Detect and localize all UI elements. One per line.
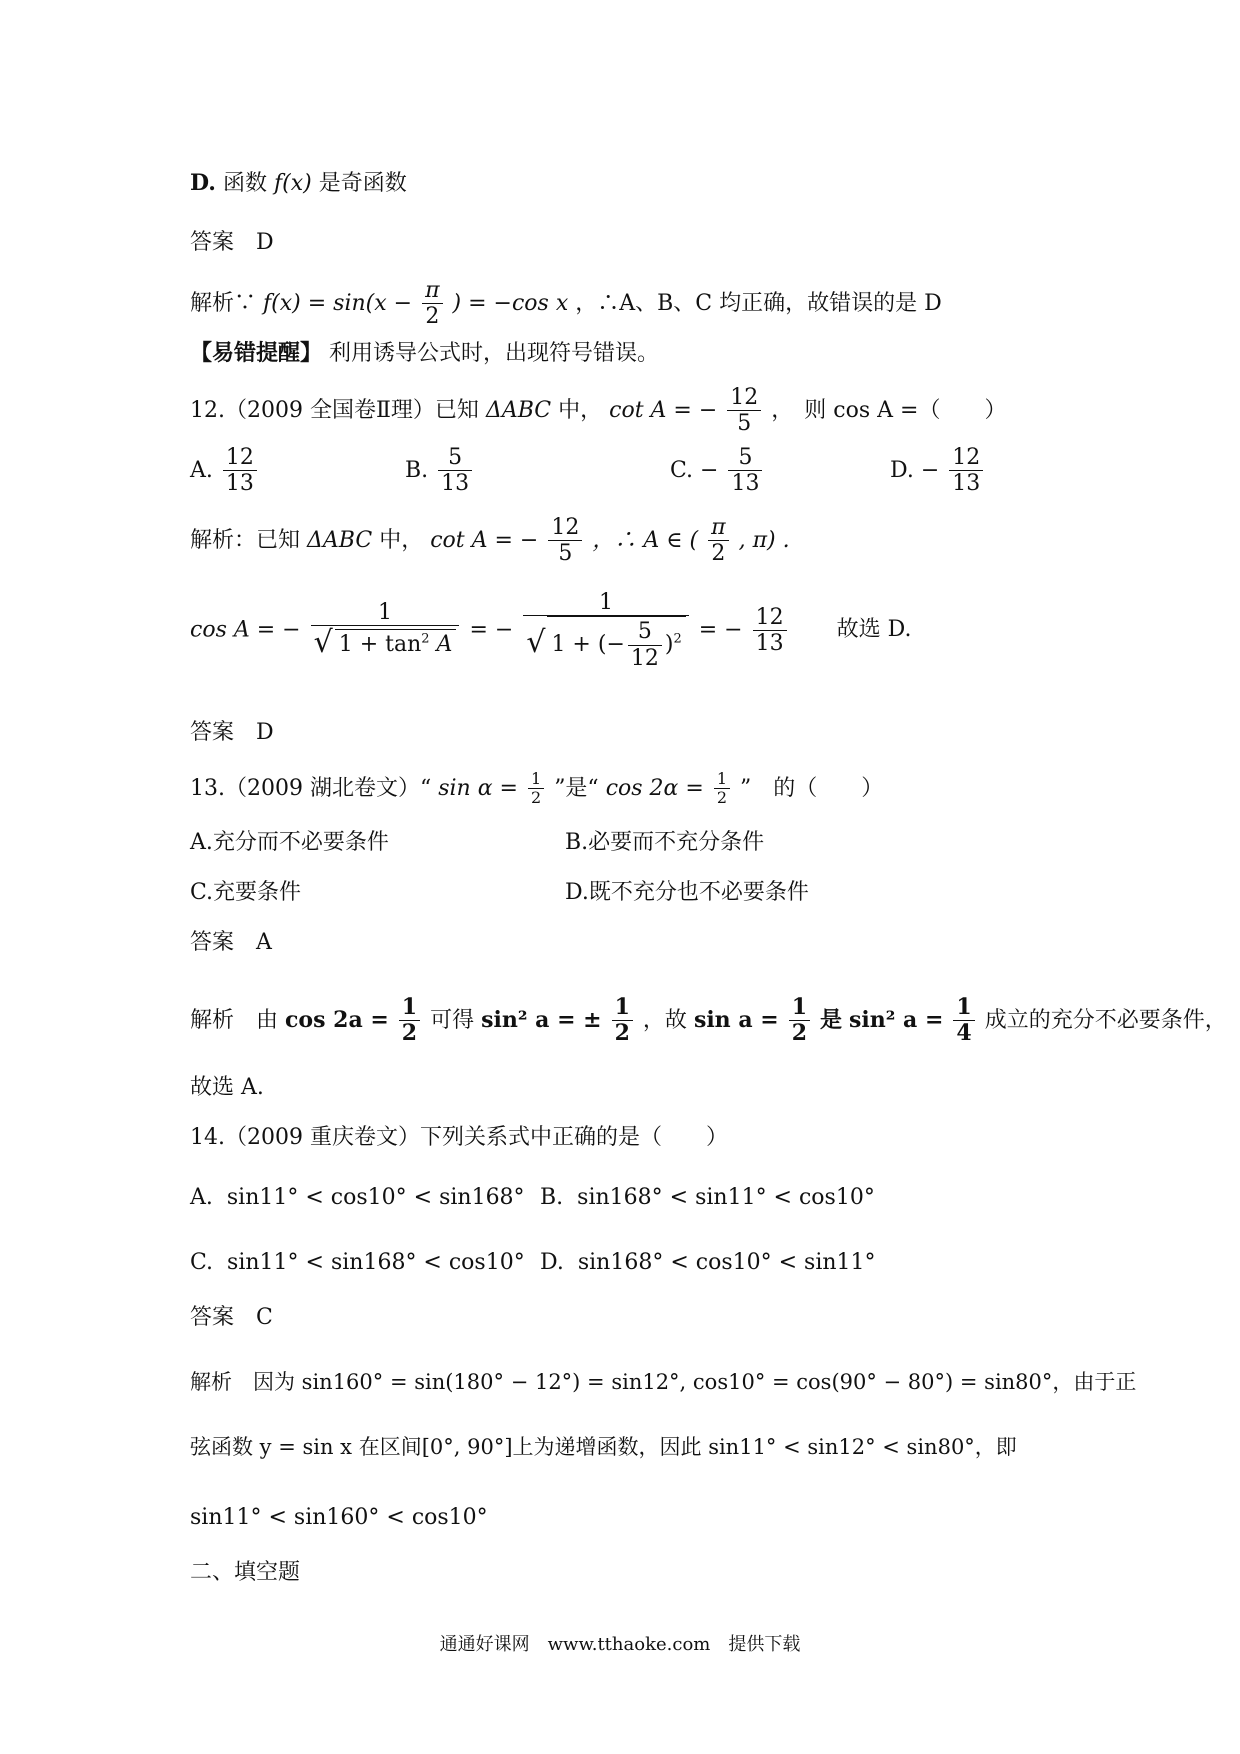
option-label: A. xyxy=(190,1185,213,1210)
q13-solution: 解析 由 cos 2a = $\frac{1}{2}$ 可得 sin² a = ± $\frac{1}{2}$ ，故 sin a = $\frac{1}{2}$ 是 sin² a = $\frac{1}{4}$ 成立的充分不必要条件， xyxy=(190,994,1227,1047)
section-heading: 二、填空题 xyxy=(190,1560,301,1585)
option-label: B. xyxy=(405,457,429,483)
stem-text: 12.（2009 全国卷Ⅱ理）已知 xyxy=(190,397,479,423)
q14-option-a xyxy=(190,1185,525,1211)
q14-option-c xyxy=(190,1250,525,1276)
fraction-half-2: $\frac{1}{2}$ xyxy=(714,770,730,808)
fraction-quarter: $\frac{1}{4}$ xyxy=(953,995,974,1047)
solution-prefix: 解析∵ xyxy=(190,290,257,316)
q14-option-b xyxy=(540,1185,875,1211)
choose-d: 故选 D. xyxy=(836,617,912,643)
fraction-half-bold-2: $\frac{1}{2}$ xyxy=(612,995,633,1047)
option-label: D. xyxy=(890,457,914,483)
q14-solution-line2: 弦函数 y = sin x 在区间[0°, 90°]上为递增函数，因此 sin11° < sin12° < sin80°，即 xyxy=(190,1435,1017,1459)
fraction-pi: $\frac{\pi}{2}$ xyxy=(708,515,728,567)
math-cot: cot A = − xyxy=(609,397,718,423)
q13-option-d: D.既不充分也不必要条件 xyxy=(565,880,809,905)
option-d-prev xyxy=(190,170,407,197)
option-label: C. xyxy=(190,1250,214,1275)
page-footer: 通通好课网 www.tthaoke.com 提供下载 xyxy=(439,1634,801,1655)
solution-tail: ，∴A、B、C 均正确，故错误的是 D xyxy=(575,290,942,316)
answer-14: 答案 C xyxy=(190,1305,273,1330)
fraction-half-bold-3: $\frac{1}{2}$ xyxy=(789,995,810,1047)
fraction-sqrt-2: 1 √ 1 + (− $\frac{5}{12}$ )$^2$ xyxy=(523,590,688,671)
option-fraction: $\frac{5}{13}$ xyxy=(438,445,472,497)
fraction: $\frac{12}{5}$ xyxy=(548,515,582,567)
fraction-half-bold: $\frac{1}{2}$ xyxy=(399,995,420,1047)
option-text: 函数 xyxy=(222,171,267,196)
option-expression: sin11° < sin168° < cos10° xyxy=(227,1250,525,1275)
q14-solution-line3: sin11° < sin160° < cos10° xyxy=(190,1505,488,1530)
q13-option-a: A.充分而不必要条件 xyxy=(190,830,389,855)
tip-text: 利用诱导公式时，出现符号错误。 xyxy=(329,341,660,366)
option-label: C. xyxy=(670,457,694,483)
question-12-stem xyxy=(190,385,1006,437)
q13-option-c: C.充要条件 xyxy=(190,880,302,905)
answer-11: 答案 D xyxy=(190,230,274,255)
q12-solution-line1: 解析：已知 ΔABC 中， cot A = − $\frac{12}{5}$ ，∴ A ∈ ( $\frac{\pi}{2}$ , π) . xyxy=(190,515,790,567)
q12-option-c: C. − $\frac{5}{13}$ xyxy=(670,445,765,497)
option-text-tail: 是奇函数 xyxy=(318,171,407,196)
answer-12: 答案 D xyxy=(190,720,274,745)
fraction-result: $\frac{12}{13}$ xyxy=(753,605,787,657)
answer-13: 答案 A xyxy=(190,930,272,955)
solution-11 xyxy=(190,278,942,330)
q13-solution-end: 故选 A. xyxy=(190,1075,264,1100)
q13-option-b: B.必要而不充分条件 xyxy=(565,830,765,855)
option-fraction: $\frac{12}{13}$ xyxy=(223,445,257,497)
q12-solution-line2: cos A = − $\frac{1}{√ 1 + \tan^2 A}$ = − 1 √ 1 + (− $\frac{5}{12}$ )$^2$ = − $\frac{12}{13}$ 故选 D. xyxy=(190,590,912,671)
option-expression: sin168° < sin11° < cos10° xyxy=(577,1185,875,1210)
option-label: B. xyxy=(540,1185,564,1210)
error-tip xyxy=(190,340,659,367)
fraction-12-5: $\frac{12}{5}$ xyxy=(727,385,761,437)
option-label: D. xyxy=(540,1250,564,1275)
fraction-half: $\frac{1}{2}$ xyxy=(528,770,544,808)
option-label: A. xyxy=(190,457,213,483)
tip-label: 【易错提醒】 xyxy=(190,340,323,366)
math-triangle: ΔABC xyxy=(485,397,552,423)
option-expression: sin168° < cos10° < sin11° xyxy=(577,1250,876,1275)
question-13-stem: 13.（2009 湖北卷文）“ sin α = $\frac{1}{2}$ ”是“ cos 2α = $\frac{1}{2}$ ” 的（ ） xyxy=(190,769,884,808)
stem-text-end: ， 则 cos A =（ ） xyxy=(771,397,1007,423)
question-14-stem: 14.（2009 重庆卷文）下列关系式中正确的是（ ） xyxy=(190,1125,728,1150)
option-label: D. xyxy=(190,170,216,196)
q14-solution-line1: 解析 因为 sin160° = sin(180° − 12°) = sin12°, cos10° = cos(90° − 80°) = sin80°，由于正 xyxy=(190,1370,1137,1394)
q14-option-d xyxy=(540,1250,876,1276)
fraction-sqrt: $\frac{1}{√ 1 + \tan^2 A}$ xyxy=(311,600,460,661)
option-expression: sin11° < cos10° < sin168° xyxy=(226,1185,525,1210)
option-fraction: $\frac{5}{13}$ xyxy=(728,445,762,497)
option-fraction: $\frac{12}{13}$ xyxy=(949,445,983,497)
fraction-pi-2: $\frac{\pi}{2}$ xyxy=(422,278,442,330)
math-expression-rhs: ) = −cos x xyxy=(452,290,569,316)
q12-option-d: D. − $\frac{12}{13}$ xyxy=(890,445,986,497)
q12-option-b xyxy=(405,445,475,497)
math-expression: f(x) = sin(x − xyxy=(263,290,413,316)
stem-text-mid: 中， xyxy=(558,397,603,423)
q12-option-a xyxy=(190,445,260,497)
math-fx: f(x) xyxy=(273,171,312,196)
